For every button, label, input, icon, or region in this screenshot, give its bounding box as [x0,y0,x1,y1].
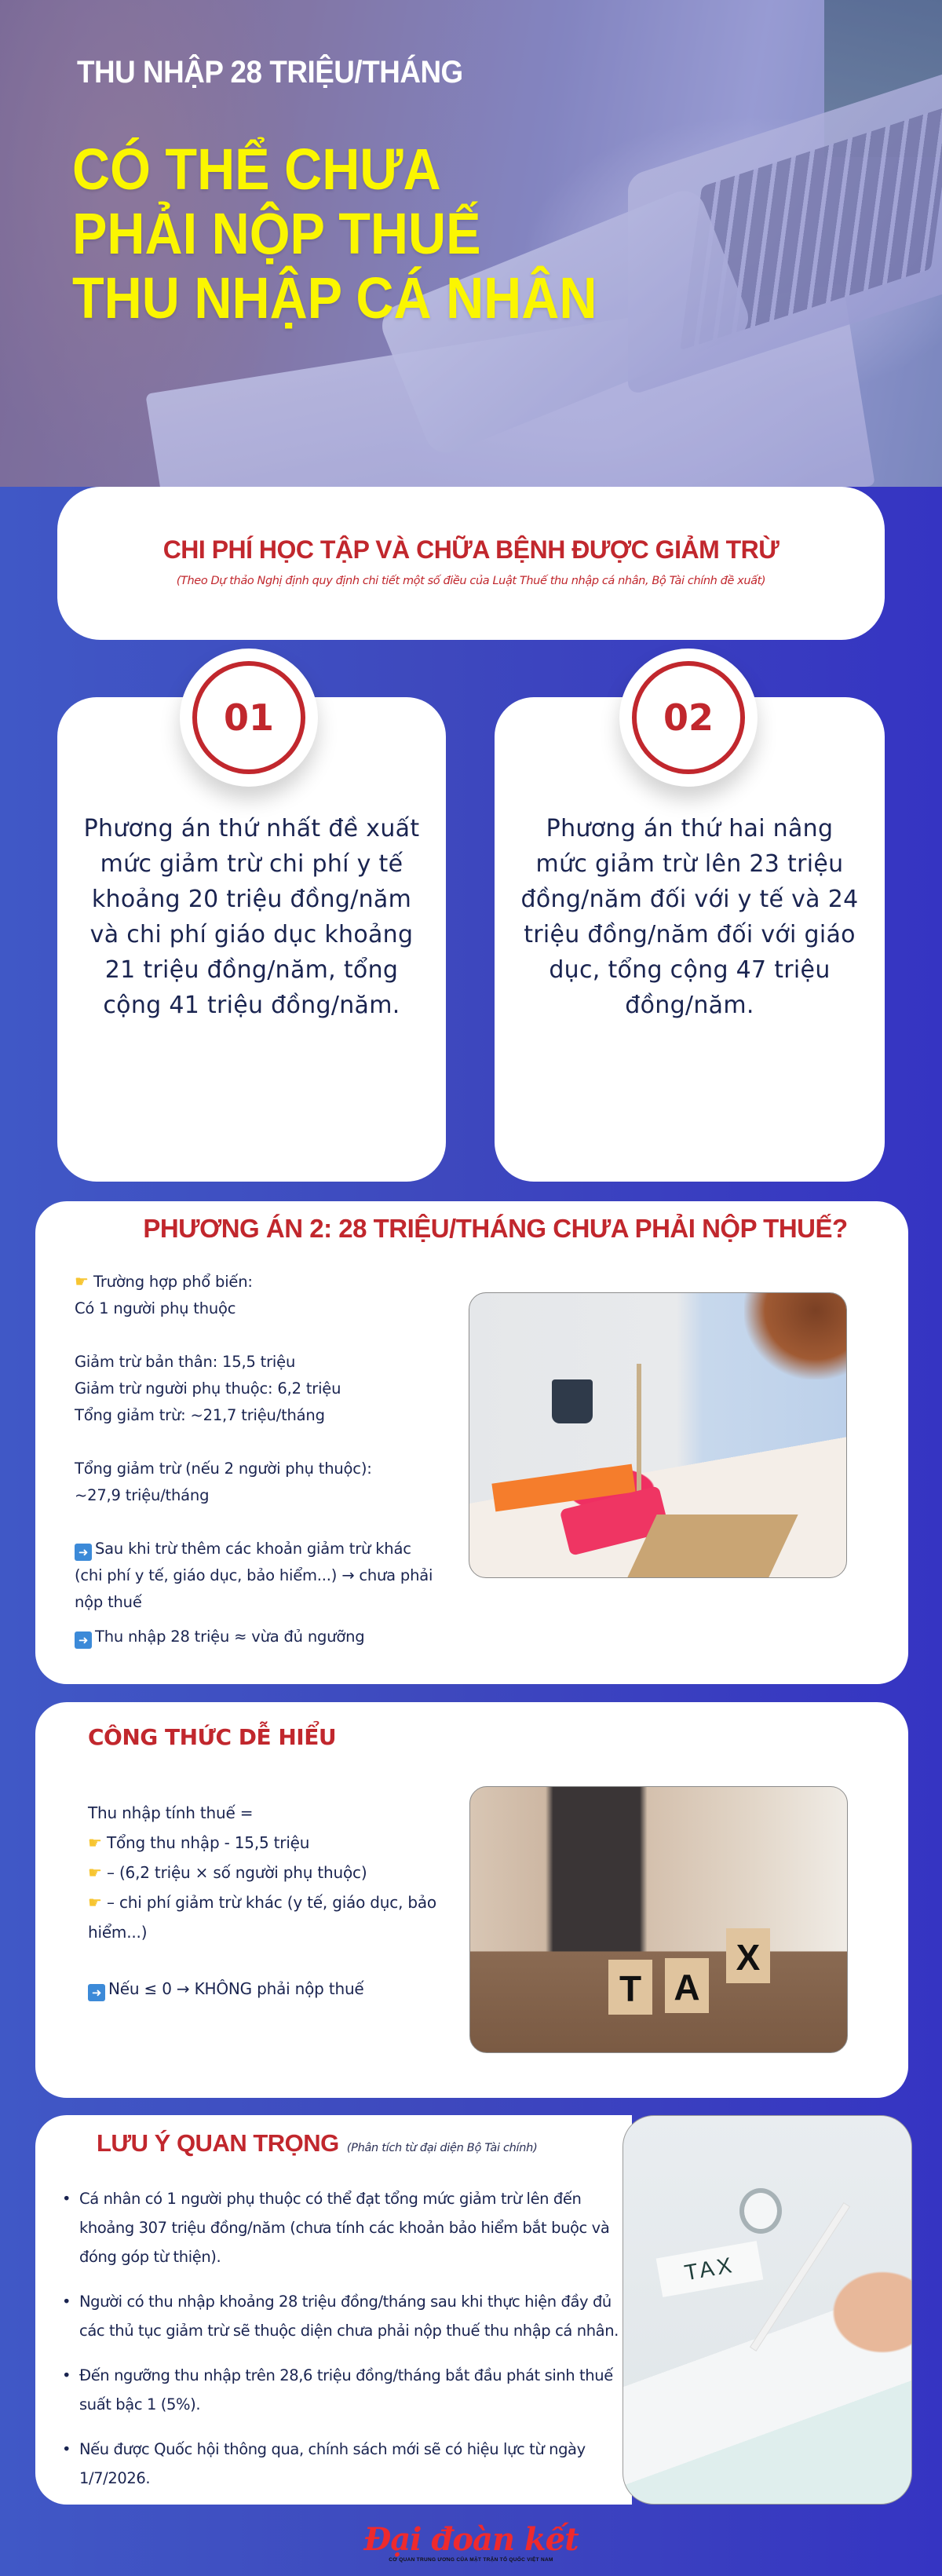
hero-title [72,137,597,331]
option-2-number: 02 [632,661,745,774]
notes-title-text: LƯU Ý QUAN TRỌNG [97,2129,339,2157]
notes-bullet-2: • Người có thu nhập khoảng 28 triệu đồng/tháng sau khi thực hiện đầy đủ các thủ tục giảm trừ sẽ thuộc diện chưa phải nộp thuế thu nhập cá nhân. [62,2293,619,2340]
photo-folder [627,1515,798,1577]
photo-mug [552,1379,593,1423]
plan2-case-value: Có 1 người phụ thuộc [75,1299,236,1317]
tax-blocks-photo [469,1786,848,2053]
plan2-two-dependents-label: Tổng giảm trừ (nếu 2 người phụ thuộc): [75,1460,372,1478]
intro-subtitle: (Theo Dự thảo Nghị định quy định chi tiết một số điều của Luật Thuế thu nhập cá nhân, Bộ Tài chính đề xuất) [176,575,766,587]
photo-hair [744,1293,846,1379]
clock-icon [739,2188,782,2234]
option-1-text: Phương án thứ nhất đề xuất mức giảm trừ chi phí y tế khoảng 20 triệu đồng/năm và chi phí giáo dục khoảng 21 triệu đồng/năm, tổng cộng 41 triệu đồng/năm. [83,815,420,1019]
formula-title: CÔNG THỨC DỄ HIỂU [88,1724,337,1750]
formula-item-1: ☛ Tổng thu nhập - 15,5 triệu [88,1828,465,1858]
plan2-two-dependents-value: ~27,9 triệu/tháng [75,1486,210,1504]
hero-banner [0,0,942,487]
formula-item-3: ☛ – chi phí giảm trừ khác (y tế, giáo dục, bảo hiểm...) [88,1887,465,1947]
notes-title-note: (Phân tích từ đại diện Bộ Tài chính) [346,2142,538,2154]
hero-title-line-1: CÓ THỂ CHƯA [72,137,441,202]
plan2-conclusion-2: ➜ Thu nhập 28 triệu ≈ vừa đủ ngưỡng [75,1624,436,1650]
notes-bullet-4: • Nếu được Quốc hội thông qua, chính sách mới sẽ có hiệu lực từ ngày 1/7/2026. [62,2440,586,2487]
plan2-case-label: Trường hợp phổ biến: [93,1273,253,1291]
option-2-badge [619,649,758,787]
tax-block-t: T [608,1960,652,2015]
pointing-hand-icon: ☛ [88,1833,102,1852]
plan2-self-deduction: Giảm trừ bản thân: 15,5 triệu [75,1353,296,1371]
right-arrow-icon: ➜ [75,1631,92,1649]
intro-card [57,487,885,640]
notes-bullet-1: • Cá nhân có 1 người phụ thuộc có thể đạt tổng mức giảm trừ lên đến khoảng 307 triệu đồng/năm (chưa tính các khoản bảo hiểm bắt buộc và đóng góp từ thiện). [62,2190,610,2266]
calculator-woman-photo [469,1292,847,1578]
formula-item-2: ☛ – (6,2 triệu × số người phụ thuộc) [88,1858,465,1887]
logo-tagline: CƠ QUAN TRUNG ƯƠNG CỦA MẶT TRẬN TỔ QUỐC VIỆT NAM [389,2557,553,2563]
plan2-text [75,1268,436,1650]
tax-label-card: TAX [656,2241,764,2297]
hero-title-line-2: PHẢI NỘP THUẾ [72,201,481,266]
right-arrow-icon: ➜ [88,1984,105,2001]
tax-form-photo [623,2115,912,2505]
plan2-dependent-deduction: Giảm trừ người phụ thuộc: 6,2 triệu [75,1379,341,1398]
option-1-badge [180,649,318,787]
notes-card [35,2115,632,2505]
plan2-case-line [75,1268,436,1295]
option-1-number: 01 [192,661,305,774]
formula-text [88,1798,465,2004]
tax-block-x: X [726,1928,770,1983]
hero-subtitle: THU NHẬP 28 TRIỆU/THÁNG [77,55,463,90]
publisher-logo [0,2523,942,2563]
pointing-hand-icon: ☛ [88,1893,102,1912]
notes-title [97,2129,537,2158]
right-arrow-icon: ➜ [75,1544,92,1561]
logo-wordmark: Đại đoàn kết [363,2521,579,2558]
photo-pencil [637,1364,641,1505]
pointing-hand-icon: ☛ [88,1863,102,1882]
formula-lead: Thu nhập tính thuế = [88,1803,254,1822]
hero-title-line-3: THU NHẬP CÁ NHÂN [72,265,597,331]
notes-bullet-3: • Đến ngưỡng thu nhập trên 28,6 triệu đồng/tháng bắt đầu phát sinh thuế suất bậc 1 (5%). [62,2366,613,2413]
intro-title: CHI PHÍ HỌC TẬP VÀ CHỮA BỆNH ĐƯỢC GIẢM TRỪ [162,535,780,564]
pointing-hand-icon: ☛ [75,1272,89,1291]
plan2-total-deduction: Tổng giảm trừ: ~21,7 triệu/tháng [75,1406,325,1424]
tax-block-a: A [665,1958,709,2013]
plan2-title: PHƯƠNG ÁN 2: 28 TRIỆU/THÁNG CHƯA PHẢI NỘP THUẾ? [143,1214,848,1243]
notes-list [59,2184,624,2508]
option-2-text: Phương án thứ hai nâng mức giảm trừ lên 23 triệu đồng/năm đối với y tế và 24 triệu đồng/năm đối với giáo dục, tổng cộng 47 triệu đồng/năm. [520,815,859,1019]
formula-result: ➜ Nếu ≤ 0 → KHÔNG phải nộp thuế [88,1974,465,2004]
plan2-conclusion-1: ➜ Sau khi trừ thêm các khoản giảm trừ khác (chi phí y tế, giáo dục, bảo hiểm...) → chưa phải nộp thuế [75,1540,433,1611]
